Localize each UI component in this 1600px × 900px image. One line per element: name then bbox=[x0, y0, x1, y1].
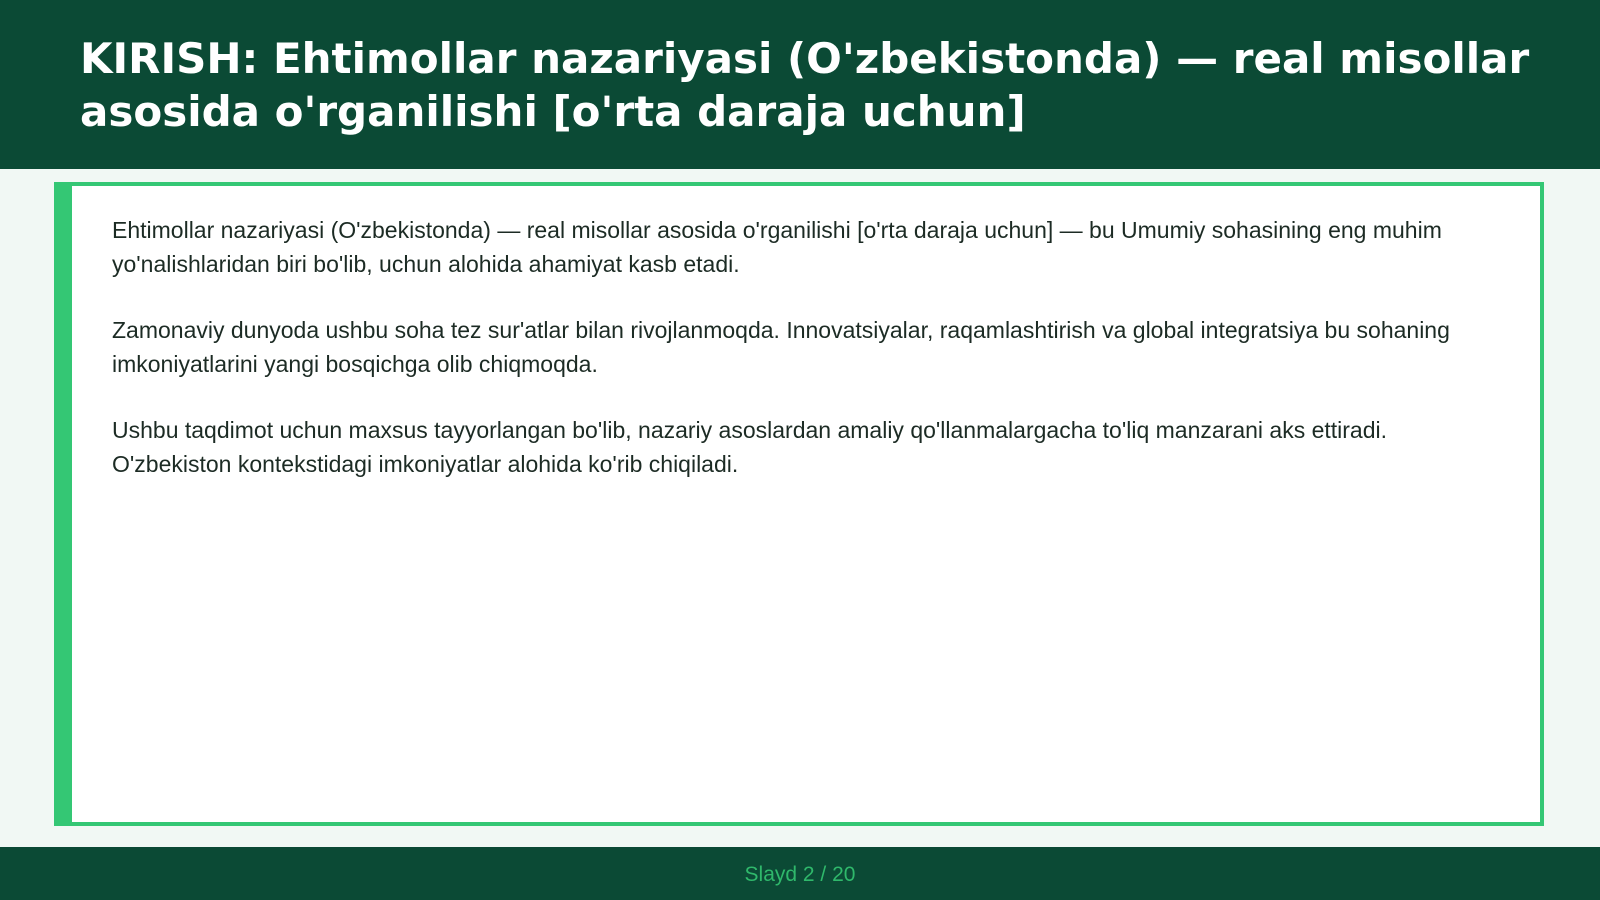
body-text bbox=[112, 214, 1492, 514]
paragraph-presentation-scope: Ushbu taqdimot uchun maxsus tayyorlangan bo'lib, nazariy asoslardan amaliy qo'llanmalargacha to'liq manzarani aks ettiradi. O'zbekiston kontekstidagi imkoniyatlar alohida ko'rib chiqiladi. bbox=[112, 417, 1388, 477]
paragraph-modern-world: Zamonaviy dunyoda ushbu soha tez sur'atlar bilan rivojlanmoqda. Innovatsiyalar, raqamlashtirish va global integratsiya bu sohaning imkoniyatlarini yangi bosqichga olib chiqmoqda. bbox=[112, 317, 1450, 377]
slide-header bbox=[0, 0, 1600, 169]
slide-counter: Slayd 2 / 20 bbox=[744, 863, 856, 886]
slide-title: KIRISH: Ehtimollar nazariyasi (O'zbekistonda) — real misollar asosida o'rganilishi [o'rta daraja uchun] bbox=[80, 34, 1530, 136]
slide-footer bbox=[0, 847, 1600, 900]
paragraph-intro: Ehtimollar nazariyasi (O'zbekistonda) — real misollar asosida o'rganilishi [o'rta daraja uchun] — bu Umumiy sohasining eng muhim yo'nalishlaridan biri bo'lib, uchun alohida ahamiyat kasb etadi. bbox=[112, 217, 1442, 277]
content-card bbox=[54, 182, 1544, 826]
